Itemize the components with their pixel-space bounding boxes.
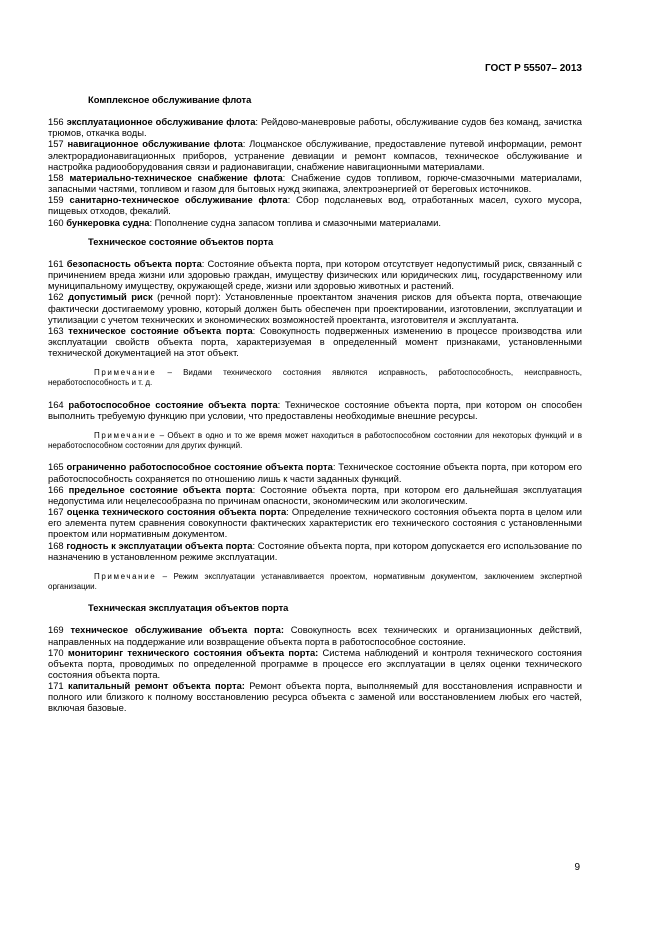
term: допустимый риск [68,291,153,303]
term-number: 161 [48,257,64,269]
note-label: Примечание [94,368,157,378]
page-number: 9 [574,862,580,873]
term-number: 163 [48,324,64,336]
term: навигационное обслуживание флота [67,138,243,150]
term-definition: : Пополнение судна запасом топлива и смазочными материалами. [149,216,441,228]
term-definition: : Определение технического состояния объекта порта в целом или его элемента путем сравнения совокупности фактических характеристик его технического состояния с установленными проектом или нормативным документом. [48,506,583,540]
note-label: Примечание [94,571,157,581]
term-number: 167 [48,506,64,518]
term-entry-162 [48,291,582,324]
term-definition: : Снабжение судов топливом, горюче-смазочными материалами, запасными частями, топливом и газом для бытовых нужд экипажа, электроэнергией от береговых источников. [48,171,582,195]
term-number: 165 [48,461,64,473]
term-definition: : Состояние объекта порта, при котором отсутствует недопустимый риск, связанный с причинением вреда жизни или здоровью граждан, имуществу физических или юридических лиц, государственному или муниципальному имуществу, окружающей среде, жизни или здоровью животных и растений. [48,257,582,292]
term-entry-168 [48,540,582,562]
term: бункеровка судна [66,216,150,228]
term-entry-161 [48,258,582,291]
term: материально-техническое снабжение флота [69,171,283,183]
term-definition: Ремонт объекта порта, выполняемый для восстановления исправности и полного или близкого к полному восстановлению ресурса объекта с заменой или восстановлением любых его частей, включая базовые. [48,680,582,714]
term-number: 168 [48,539,64,551]
term: санитарно-техническое обслуживание флота [69,194,288,206]
term: годность к эксплуатации объекта порта [66,539,253,551]
note-text: – Объект в одно и то же время может находиться в работоспособном состоянии для некоторых функций и в неработоспособном состоянии для других функций. [48,431,582,451]
term-entry-167 [48,506,582,539]
term-number: 166 [48,483,64,495]
term-definition: Система наблюдений и контроля технического состояния объекта порта, проводимых по определенной программе в процессе его эксплуатации в целях оценки технического состояния объекта порта. [48,646,582,680]
term: техническое обслуживание объекта порта: [70,624,284,636]
term-entry-159 [48,194,582,216]
term-number: 160 [48,216,64,228]
note-text: – Видами технического состояния являются исправность, работоспособность, неисправность, неработоспособность и т. д. [48,368,582,388]
section-title: Комплексное обслуживание флота [88,94,252,105]
term-definition: : Лоцманское обслуживание, предоставление путевой информации, ремонт электрорадионавигационных приборов, устранение девиации и ремонт компасов, техническое обслуживание и настройка радиооборудования связи и радионавигации, снабжение навигационными материалами. [48,138,582,172]
term-entry-166 [48,484,582,506]
note [48,572,582,592]
term-entry-171 [48,680,582,713]
term-definition: : Рейдово-маневровые работы, обслуживание судов без команд, зачистка трюмов, откачка воды. [48,116,582,139]
term: работоспособное состояние объекта порта [68,398,278,410]
term-entry-157 [48,138,582,171]
note-text: – Режим эксплуатации устанавливается проектом, нормативным документом, заключением экспертной организации. [48,571,582,592]
term: безопасность объекта порта [66,257,202,269]
term-entry-165 [48,461,582,483]
term-number: 162 [48,291,64,303]
term: эксплуатационное обслуживание флота [66,116,256,128]
term: предельное состояние объекта порта [68,483,253,495]
term-number: 156 [48,116,64,128]
term-number: 164 [48,398,64,410]
term-definition: : Техническое состояние объекта порта, при котором его работоспособность сохраняется по отношению лишь к части заданных функций. [48,461,582,484]
term-number: 169 [48,624,71,636]
term: мониторинг технического состояния объекта порта: [67,646,319,658]
document-body [48,94,582,714]
term-entry-158 [48,172,582,194]
term-definition: Совокупность всех технических и организационных действий, направленных на поддержание или возвращение объекта порта в работоспособное состояние. [48,624,583,647]
term-entry-156 [48,116,582,138]
note [48,431,582,451]
section-title: Техническая эксплуатация объектов порта [88,602,289,614]
term-number: 158 [48,171,64,183]
term-definition: (речной порт): Установленные проектантом значения рисков для объекта порта, отвечающие фактически достигаемому уровню, который должен быть обеспечен при проектировании, изготовлении, эксплуатации и утилизации с учетом технических и экономических возможностей проектанта, изготовителя и эксплуатанта. [48,291,582,325]
term: техническое состояние объекта порта [68,324,253,336]
term-number: 171 [48,680,64,692]
term-definition: : Состояние объекта порта, при котором допускается его использование по назначению в установленном режиме эксплуатации. [48,539,582,562]
term-number: 170 [48,646,64,658]
term-entry-170 [48,647,582,680]
term-number: 157 [48,138,64,150]
term-entry-164 [48,399,582,421]
term-entry-169 [48,624,582,646]
section-title: Техническое состояние объектов порта [88,235,274,247]
term: ограниченно работоспособное состояние объекта порта [66,461,333,473]
note-label: Примечание [94,431,157,440]
term: оценка технического состояния объекта порта [66,506,287,518]
term: капитальный ремонт объекта порта: [68,680,245,692]
term-definition: : Техническое состояние объекта порта, при котором он способен выполнить требуемую функцию при условии, что предоставлены необходимые внешние ресурсы. [48,398,583,421]
term-number: 159 [48,194,64,206]
standard-code: ГОСТ Р 55507– 2013 [484,63,582,74]
term-definition: : Сбор подсланевых вод, отработанных масел, сухого мусора, пищевых отходов, фекалий. [48,194,582,217]
term-entry-160 [48,217,582,228]
term-entry-163 [48,325,582,358]
term-definition: : Совокупность подверженных изменению в процессе производства или эксплуатации свойств объекта порта, характеризуемая в определенный момент признаками, установленными технической документацией на этот объект. [48,324,582,359]
term-definition: : Состояние объекта порта, при котором его дальнейшая эксплуатация недопустима или нецелесообразна по причинам опасности, экономическим или экологическим. [48,483,582,506]
note [48,368,582,388]
